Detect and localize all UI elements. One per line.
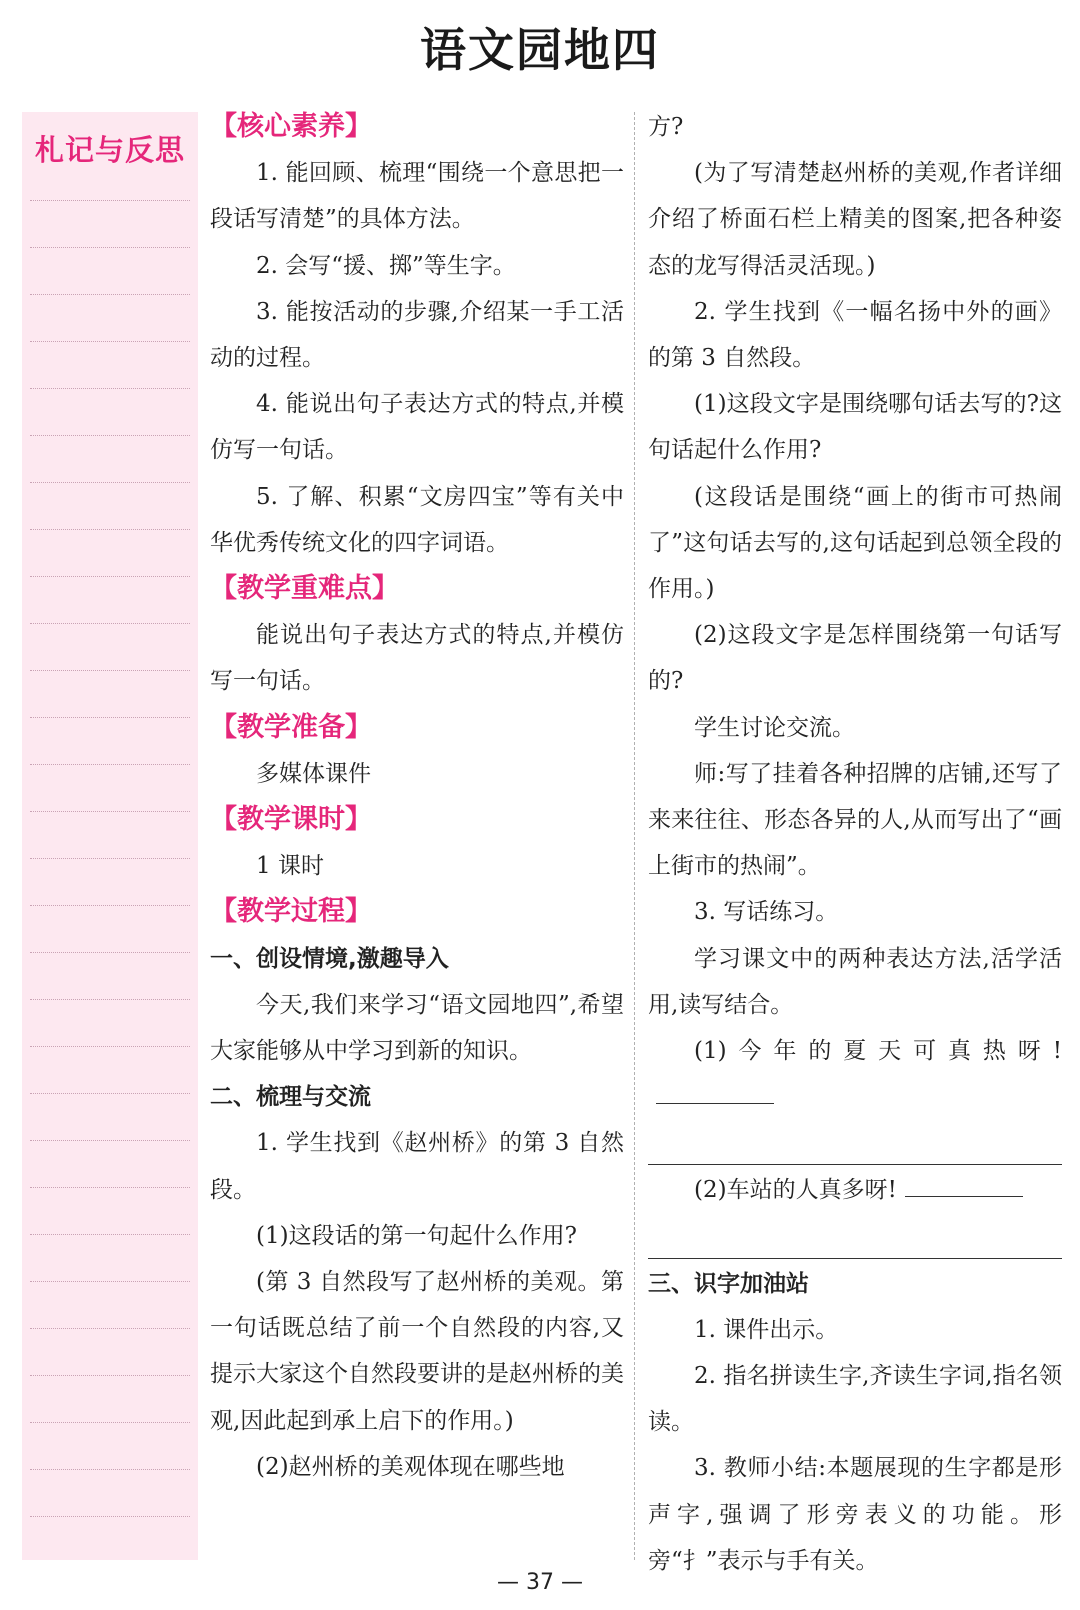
paragraph: 2. 会写“援、掷”等生字。 [256,252,516,279]
note-line [30,1046,190,1047]
note-line [30,764,190,765]
note-line [30,435,190,436]
note-line [30,811,190,812]
column-divider [634,112,635,1560]
paragraph: (这段话是围绕“画上的街市可热闹了”这句话去写的,这句话起到总领全段的作用。) [648,483,1062,603]
paragraph: (1)这段文字是围绕哪句话去写的?这句话起什么作用? [648,391,1062,464]
paragraph: 3. 教师小结:本题展现的生字都是形声字,强调了形旁表义的功能。形旁“扌”表示与手有关。 [648,1455,1062,1574]
paragraph: 学习课文中的两种表达方法,活学活用,读写结合。 [648,945,1062,1018]
paragraph: 多媒体课件 [256,760,371,787]
note-line [30,905,190,906]
paragraph: 3. 能按活动的步骤,介绍某一手工活动的过程。 [210,298,624,372]
note-line [30,717,190,718]
section-heading-key-points: 【教学重难点】 [210,573,399,605]
left-column [210,104,624,1490]
section-heading-class-hours: 【教学课时】 [210,804,372,836]
paragraph: 学生讨论交流。 [694,714,855,741]
paragraph: (2)这段文字是怎样围绕第一句话写的? [648,622,1062,695]
paragraph: (1)这段话的第一句起什么作用? [256,1222,577,1249]
exercise-text: (1)今年的夏天可真热呀! [694,1038,1062,1065]
paragraph: 5. 了解、积累“文房四宝”等有关中华优秀传统文化的四字词语。 [210,483,624,556]
subheading: 二、梳理与交流 [210,1084,371,1111]
paragraph: 今天,我们来学习“语文园地四”,希望大家能够从中学习到新的知识。 [210,991,624,1065]
note-line [30,1140,190,1141]
section-heading-core-literacy: 【核心素养】 [210,111,372,142]
note-line [30,1328,190,1329]
paragraph: 2. 指名拼读生字,齐读生字词,指名领读。 [648,1363,1062,1436]
note-line [30,1516,190,1517]
note-line [30,623,190,624]
paragraph: (为了写清楚赵州桥的美观,作者详细介绍了桥面石栏上精美的图案,把各种姿态的龙写得活灵活现。) [648,160,1062,279]
paragraph: 方? [648,114,684,140]
section-heading-preparation: 【教学准备】 [210,711,372,743]
note-line [30,482,190,483]
paragraph: 1 课时 [256,853,324,880]
exercise-item [648,1167,1062,1213]
note-line [30,1422,190,1423]
answer-line[interactable] [648,1214,1062,1259]
exercise-item [648,1028,1062,1120]
paragraph: (第 3 自然段写了赵州桥的美观。第一句话既总结了前一个自然段的内容,又提示大家这个自然段要讲的是赵州桥的美观,因此起到承上启下的作用。) [210,1269,624,1434]
answer-blank[interactable] [905,1176,1023,1197]
paragraph: 1. 能回顾、梳理“围绕一个意思把一段话写清楚”的具体方法。 [210,160,624,233]
note-line [30,388,190,389]
note-line [30,341,190,342]
note-line [30,200,190,201]
subheading: 三、识字加油站 [648,1270,809,1297]
note-line [30,1093,190,1094]
paragraph: 1. 课件出示。 [694,1316,839,1343]
paragraph: 师:写了挂着各种招牌的店铺,还写了来来往往、形态各异的人,从而写出了“画上街市的热闹”。 [648,760,1062,880]
note-line [30,294,190,295]
note-line [30,576,190,577]
paragraph: 能说出句子表达方式的特点,并模仿写一句话。 [210,622,624,695]
page-title: 语文园地四 [420,23,660,77]
page-number: — 37 — [497,1570,583,1595]
note-line [30,1281,190,1282]
note-line [30,1375,190,1376]
paragraph: 2. 学生找到《一幅名扬中外的画》的第 3 自然段。 [648,298,1062,372]
sidebar-title: 札记与反思 [34,133,185,167]
note-line [30,999,190,1000]
answer-blank[interactable] [656,1083,774,1104]
section-heading-process: 【教学过程】 [210,896,372,928]
paragraph: 4. 能说出句子表达方式的特点,并模仿写一句话。 [210,391,624,464]
right-column [648,104,1062,1584]
note-line [30,247,190,248]
note-line [30,1469,190,1470]
note-line [30,952,190,953]
note-line [30,858,190,859]
note-line [30,1187,190,1188]
paragraph: 1. 学生找到《赵州桥》的第 3 自然段。 [210,1130,624,1203]
note-line [30,529,190,530]
paragraph: (2)赵州桥的美观体现在哪些地 [256,1453,565,1480]
note-line [30,670,190,671]
notes-sidebar [22,112,198,1560]
exercise-text: (2)车站的人真多呀! [694,1177,897,1204]
paragraph: 3. 写话练习。 [694,899,839,926]
note-line [30,1234,190,1235]
answer-line[interactable] [648,1120,1062,1165]
subheading: 一、创设情境,激趣导入 [210,945,449,972]
